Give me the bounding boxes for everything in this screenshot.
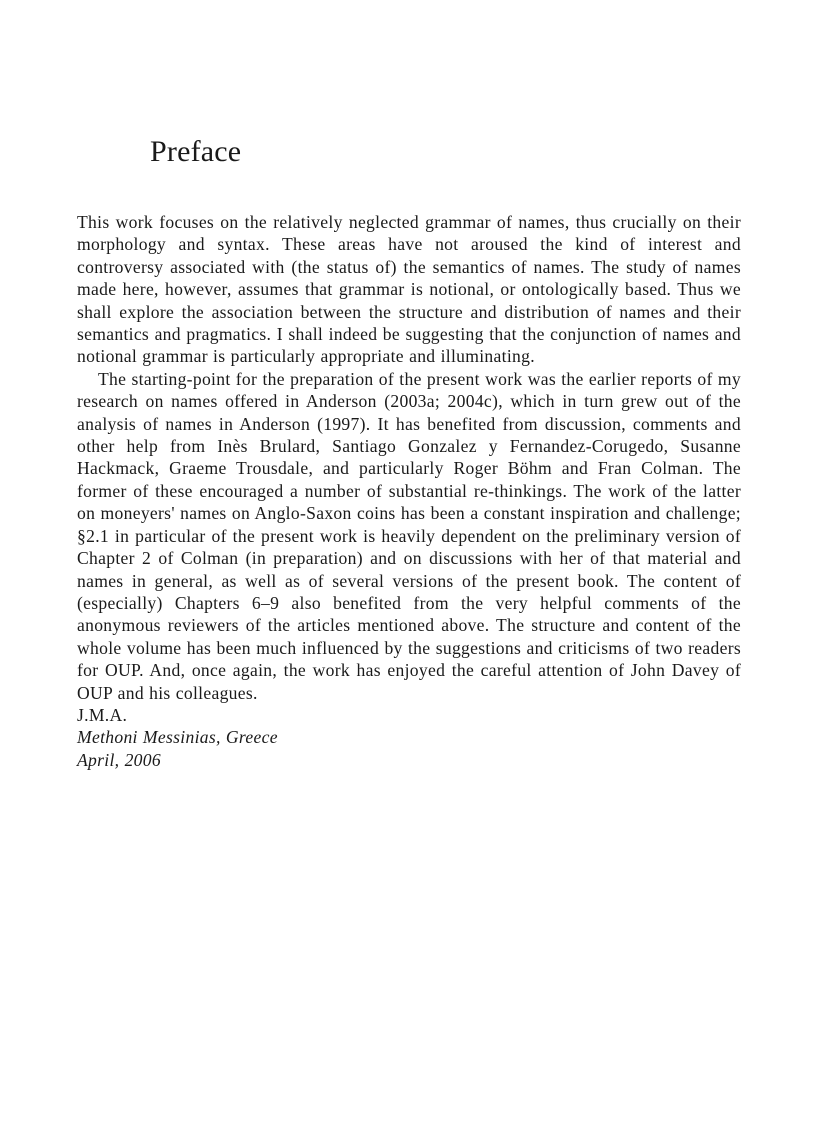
paragraph-1: This work focuses on the relatively neglected grammar of names, thus crucially on their morphology and syntax. These areas have not aroused the kind of interest and controversy associated with (the status of) the semantics of names. The study of names made here, however, assumes that grammar is notional, or ontologically based. Thus we shall explore the association between the structure and distribution of names and their semantics and pragmatics. I shall indeed be suggesting that the conjunction of names and notional grammar is particularly appropriate and illuminating.: [77, 212, 741, 367]
location-line: Methoni Messinias, Greece: [77, 727, 278, 748]
page-title: Preface: [150, 135, 242, 168]
paragraph-2: The starting-point for the preparation of the present work was the earlier reports of my research on names offered in Anderson (2003a; 2004c), which in turn grew out of the analysis of names in Anderson (1997). It has benefited from discussion, comments and other help from Inès Brulard, Santiago Gonzalez y Fernandez-Corugedo, Susanne Hackmack, Graeme Trousdale, and particularly Roger Böhm and Fran Colman. The former of these encouraged a number of substantial re-thinkings. The work of the latter on moneyers' names on Anglo-Saxon coins has been a constant inspiration and challenge; §2.1 in particular of the present work is heavily dependent on the preliminary version of Chapter 2 of Colman (in preparation) and on discussions with her of that material and names in general, as well as of several versions of the present book. The content of (especially) Chapters 6–9 also benefited from the very helpful comments of the anonymous reviewers of the articles mentioned above. The structure and content of the whole volume has been much influenced by the suggestions and criticisms of two readers for OUP. And, once again, the work has enjoyed the careful attention of John Davey of OUP and his colleagues.: [77, 368, 741, 703]
date-line: April, 2006: [77, 749, 161, 770]
preface-body: [77, 211, 741, 771]
author-initials: J.M.A.: [77, 704, 128, 725]
